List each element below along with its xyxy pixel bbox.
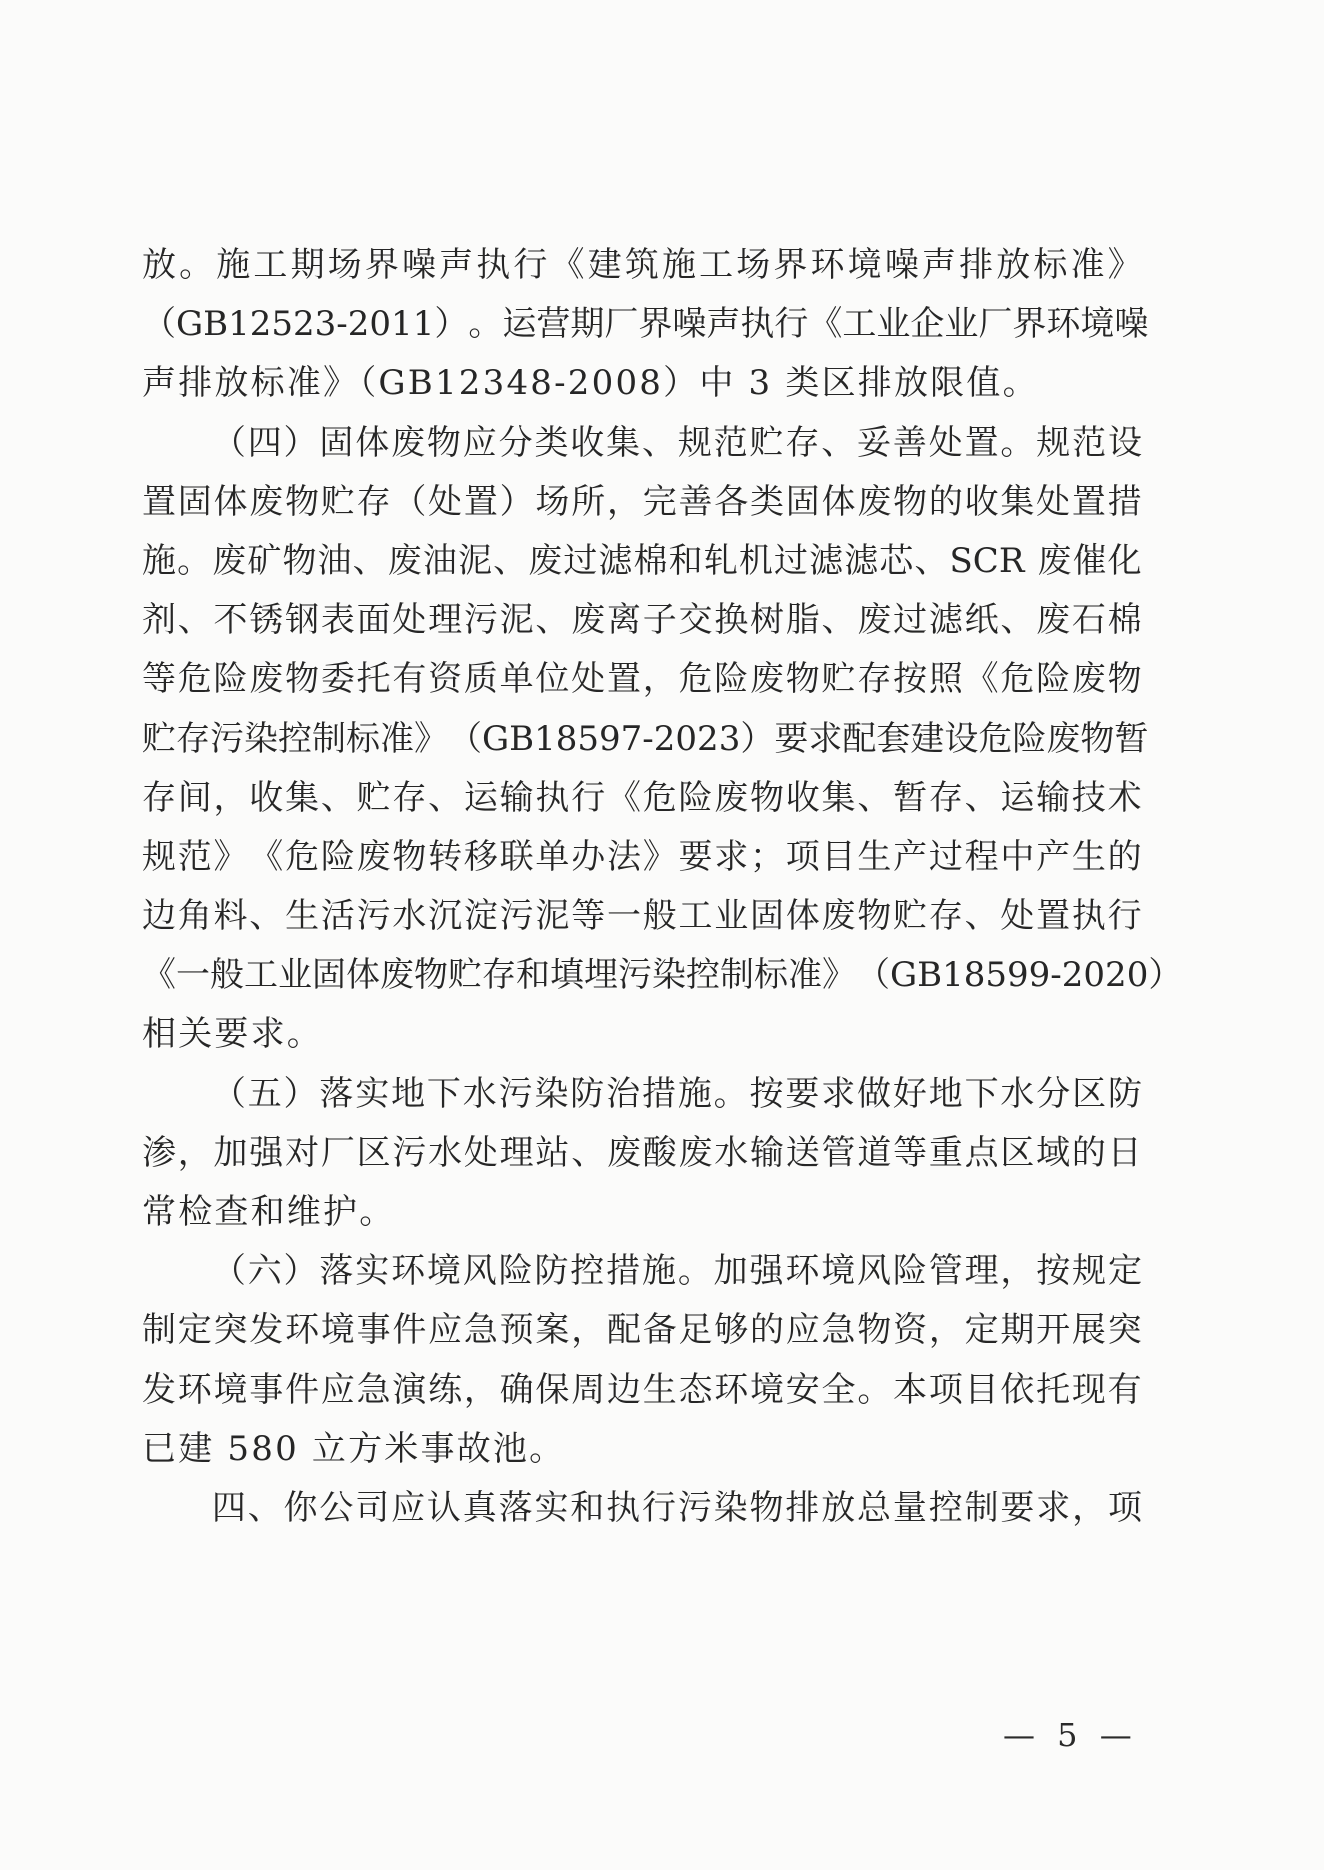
text-line: 已建 580 立方米事故池。 (142, 1428, 566, 1469)
text-line: 规 范 》 《 危 险 废 物 转 移 联 单 办 法 》 要 求 ； 项 目 生 产 过 程 中 产 生 的 (142, 836, 1142, 877)
text-line: 声排放标准》（GB12348-2008）中 3 类区排放限值。 (142, 363, 1039, 404)
text-line: 剂 、 不 锈 钢 表 面 处 理 污 泥 、 废 离 子 交 换 树 脂 、 废 过 滤 纸 、 废 石 棉 (142, 600, 1142, 641)
text-line: （ 五 ） 落 实 地 下 水 污 染 防 治 措 施 。 按 要 求 做 好 地 下 水 分 区 防 (211, 1073, 1142, 1114)
text-line: 相关要求。 (142, 1014, 323, 1055)
text-line: 常检查和维护。 (142, 1192, 396, 1232)
text-line: 边 角 料 、 生 活 污 水 沉 淀 污 泥 等 一 般 工 业 固 体 废 物 贮 存 、 处 置 执 行 (142, 896, 1142, 937)
text-line: 等 危 险 废 物 委 托 有 资 质 单 位 处 置 ， 危 险 废 物 贮 存 按 照 《 危 险 废 物 (142, 659, 1142, 700)
text-line: 四 、 你 公 司 应 认 真 落 实 和 执 行 污 染 物 排 放 总 量 控 制 要 求 ， 项 (211, 1487, 1142, 1528)
text-line: 发 环 境 事 件 应 急 演 练 ， 确 保 周 边 生 态 环 境 安 全 。 本 项 目 依 托 现 有 (142, 1369, 1142, 1410)
body-text (142, 236, 1183, 1538)
text-line: 放 。 施 工 期 场 界 噪 声 执 行 《 建 筑 施 工 场 界 环 境 噪 声 排 放 标 准 》 (142, 245, 1142, 285)
text-line: 施 。 废 矿 物 油 、 废 油 泥 、 废 过 滤 棉 和 轧 机 过 滤 滤 芯 、 SCR 废 催 化 (142, 540, 1142, 581)
text-line: 制 定 突 发 环 境 事 件 应 急 预 案 ， 配 备 足 够 的 应 急 物 资 ， 定 期 开 展 突 (142, 1310, 1142, 1351)
text-line: （ 四 ） 固 体 废 物 应 分 类 收 集 、 规 范 贮 存 、 妥 善 处 置 。 规 范 设 (211, 422, 1142, 463)
text-line: 贮 存 污 染 控 制 标 准 》 （ GB18597-2023 ） 要 求 配 套 建 设 危 险 废 物 暂 (142, 718, 1149, 759)
text-line: 置 固 体 废 物 贮 存 （ 处 置 ） 场 所 ， 完 善 各 类 固 体 废 物 的 收 集 处 置 措 (142, 481, 1142, 522)
text-line: 存 间 ， 收 集 、 贮 存 、 运 输 执 行 《 危 险 废 物 收 集 、 暂 存 、 运 输 技 术 (142, 777, 1142, 818)
page-number: — 5 — (1003, 1716, 1138, 1754)
text-line: 《 一 般 工 业 固 体 废 物 贮 存 和 填 埋 污 染 控 制 标 准 》 （ GB18599-2020 ） (142, 955, 1183, 996)
text-line: 渗 ， 加 强 对 厂 区 污 水 处 理 站 、 废 酸 废 水 输 送 管 道 等 重 点 区 域 的 日 (142, 1132, 1142, 1173)
text-line: （ 六 ） 落 实 环 境 风 险 防 控 措 施 。 加 强 环 境 风 险 管 理 ， 按 规 定 (211, 1251, 1142, 1292)
text-line: （ GB12523-2011 ） 。 运 营 期 厂 界 噪 声 执 行 《 工 业 企 业 厂 界 环 境 噪 (142, 304, 1149, 345)
